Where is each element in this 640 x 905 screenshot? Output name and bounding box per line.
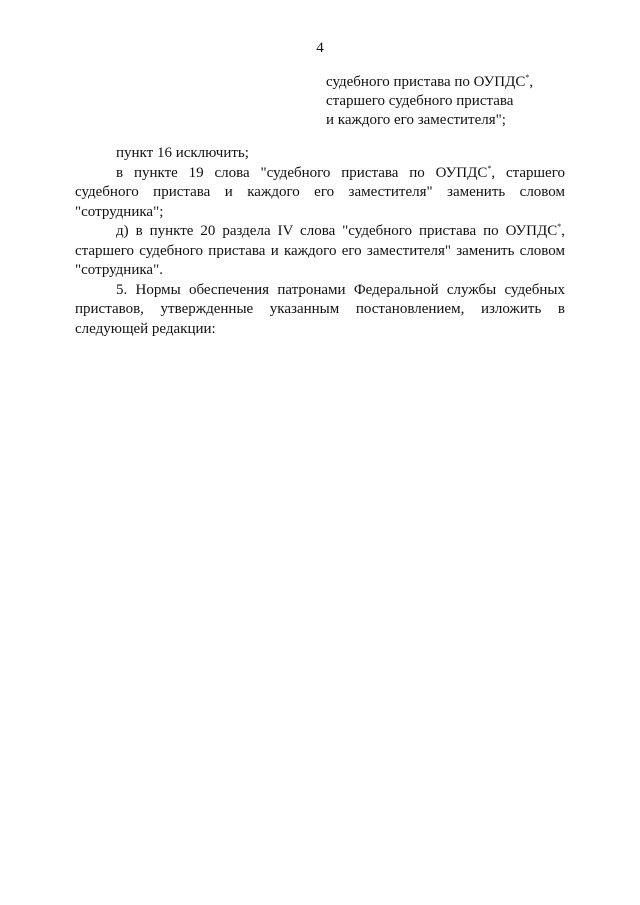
page-number: 4 [316,40,324,56]
quote-line-2: старшего судебного пристава [326,93,514,109]
paragraph-item-20 [75,222,565,281]
quote-line-1 [326,73,533,92]
quoted-text-block [326,73,533,130]
quote-line-1-text: судебного пристава по ОУПДС [326,74,526,90]
footnote-mark: * [525,73,530,82]
paragraph-item-20-start: д) в пункте 20 раздела IV слова "судебного пристава по ОУПДС [116,223,558,239]
paragraph-section-5: 5. Нормы обеспечения патронами Федеральной службы судебных приставов, утвержденные указанным постановлением, изложить в следующей редакции: [75,281,565,337]
footnote-mark: * [557,222,562,231]
paragraph-item-19-end: , старшего судебного пристава и каждого его заместителя" заменить словом "сотрудника"; [75,164,565,220]
footnote-mark: * [487,163,492,173]
paragraph-item-19 [75,164,565,223]
quote-line-3: и каждого его заместителя"; [326,112,506,128]
paragraph-item-20-end: , старшего судебного пристава и каждого его заместителя" заменить словом "сотрудника". [75,223,565,278]
paragraph-item-19-start: в пункте 19 слова "судебного пристава по ОУПДС [116,164,488,181]
paragraph-item-16: пункт 16 исключить; [116,145,249,161]
document-body [75,144,565,339]
quote-line-1-comma: , [529,74,534,90]
